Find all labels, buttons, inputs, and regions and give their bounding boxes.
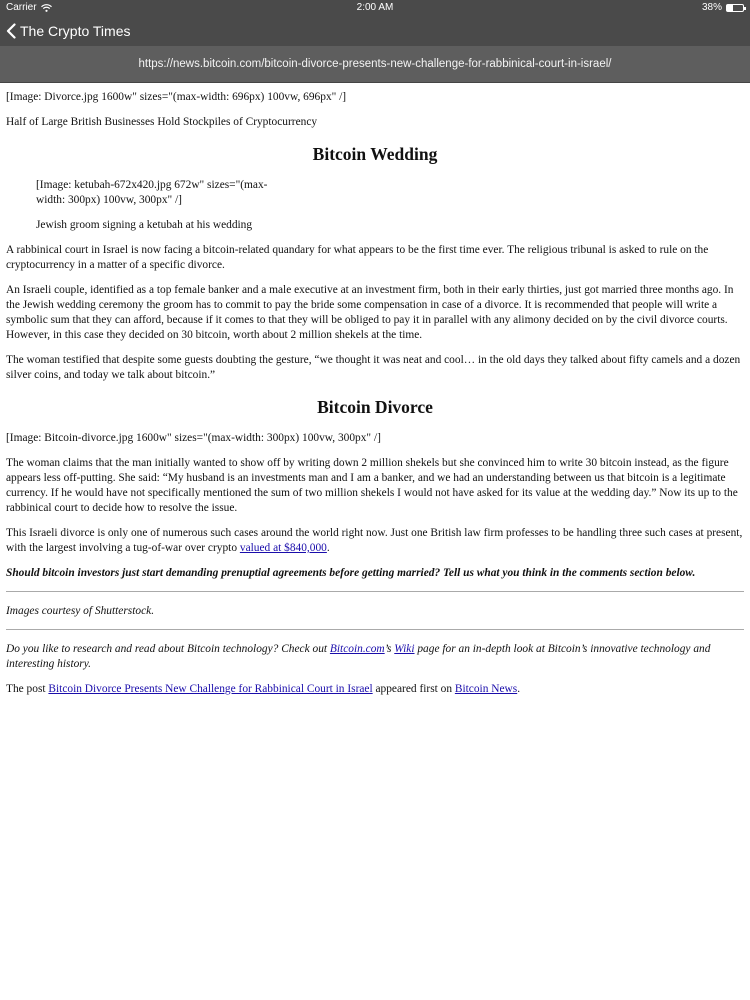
figure [36, 178, 276, 233]
back-button[interactable] [6, 23, 130, 39]
post-footer [6, 682, 744, 697]
battery-percent: 38% [701, 2, 722, 13]
wifi-icon [41, 4, 52, 12]
paragraph-2: An Israeli couple, identified as a top female banker and a male executive at an investment firm, both in their early thirties, just got married three months ago. In the Jewish wedding ceremony the groom has to commit to pay the bride some compensation in case of a divorce. It is recommended that people will write a symbolic sum that they can afford, because if it comes to that they will be obliged to pay it in parallel with any alimony decided on by the civil divorce courts. However, in this case they decided on 30 bitcoin, worth about 2 million shekels at the time. [6, 284, 734, 341]
bitcoin-com-link[interactable]: Bitcoin.com [329, 643, 385, 655]
divider-2 [6, 629, 744, 630]
section-heading-divorce: Bitcoin Divorce [317, 397, 433, 417]
bitcoin-news-link[interactable]: Bitcoin News [454, 683, 518, 695]
promo-text-a: Do you like to research and read about Bitcoin technology? Check out [6, 643, 330, 655]
valued-link[interactable]: valued at $840,000 [239, 542, 327, 554]
status-bar [0, 0, 750, 15]
paragraph-5-end: . [326, 542, 330, 554]
image-placeholder-divorce: [Image: Bitcoin-divorce.jpg 1600w" sizes="(max-width: 300px) 100vw, 300px" /] [6, 432, 381, 444]
status-left [6, 2, 52, 13]
url-text: https://news.bitcoin.com/bitcoin-divorce-presents-new-challenge-for-rabbinical-court-in-israel/ [138, 58, 612, 70]
paragraph-5-text: This Israeli divorce is only one of numerous such cases around the world right now. Just one British law firm professes to be handling three such cases at present, with the largest involving a tug-of-war over crypto [6, 527, 743, 554]
article [0, 83, 750, 697]
promo-text-c: page for an in-depth look at Bitcoin’s innovative technology and interesting history. [6, 643, 711, 670]
paragraph-4: The woman claims that the man initially wanted to show off by writing down 2 million shekels but she convinced him to write 30 bitcoin instead, as the figure appears less off-putting. She said: “My husband is an investments man and I am a banker, and we had an understanding between us that bitcoin is a legitimate currency. If he would have not specifically mentioned the sum of two million shekels I would not have asked for its value at the wedding day.” Now its up to the rabbinical court to decide how to resolve the issue. [6, 457, 738, 514]
post-text-c: . [517, 683, 521, 695]
closing-question: Should bitcoin investors just start demanding prenuptial agreements before getting married? Tell us what you think in the comments section below. [6, 567, 696, 579]
post-text-a: The post [6, 683, 49, 695]
status-time: 2:00 AM [356, 2, 394, 13]
chevron-left-icon [6, 23, 16, 39]
status-right [702, 2, 744, 13]
paragraph-5 [6, 526, 744, 556]
figure-image-placeholder: [Image: ketubah-672x420.jpg 672w" sizes="(max-width: 300px) 100vw, 300px" /] [36, 179, 268, 206]
battery-icon [726, 4, 744, 12]
related-headline: Half of Large British Businesses Hold Stockpiles of Cryptocurrency [6, 116, 318, 128]
paragraph-3: The woman testified that despite some guests doubting the gesture, “we thought it was neat and cool… in the old days they talked about fifty camels and a dozen silver coins, and today we talk about bitcoin.” [6, 354, 741, 381]
post-title-link[interactable]: Bitcoin Divorce Presents New Challenge for Rabbinical Court in Israel [48, 683, 373, 695]
figure-caption: Jewish groom signing a ketubah at his wedding [36, 219, 253, 231]
promo-paragraph [6, 642, 744, 672]
battery-fill [727, 5, 733, 11]
image-credits: Images courtesy of Shutterstock. [6, 605, 155, 617]
carrier-label: Carrier [6, 2, 37, 13]
nav-bar [0, 15, 750, 46]
section-heading-wedding: Bitcoin Wedding [312, 144, 438, 164]
back-label: The Crypto Times [20, 22, 131, 39]
wiki-link[interactable]: Wiki [394, 643, 415, 655]
image-placeholder-top: [Image: Divorce.jpg 1600w" sizes="(max-width: 696px) 100vw, 696px" /] [6, 91, 347, 103]
divider-1 [6, 591, 744, 592]
post-text-b: appeared first on [372, 683, 455, 695]
paragraph-1: A rabbinical court in Israel is now facing a bitcoin-related quandary for what appears to be the first time ever. The religious tribunal is asked to rule on the cryptocurrency in a matter of a specific divorce. [6, 244, 709, 271]
promo-text-b: ’s [384, 643, 395, 655]
url-bar[interactable] [0, 46, 750, 83]
